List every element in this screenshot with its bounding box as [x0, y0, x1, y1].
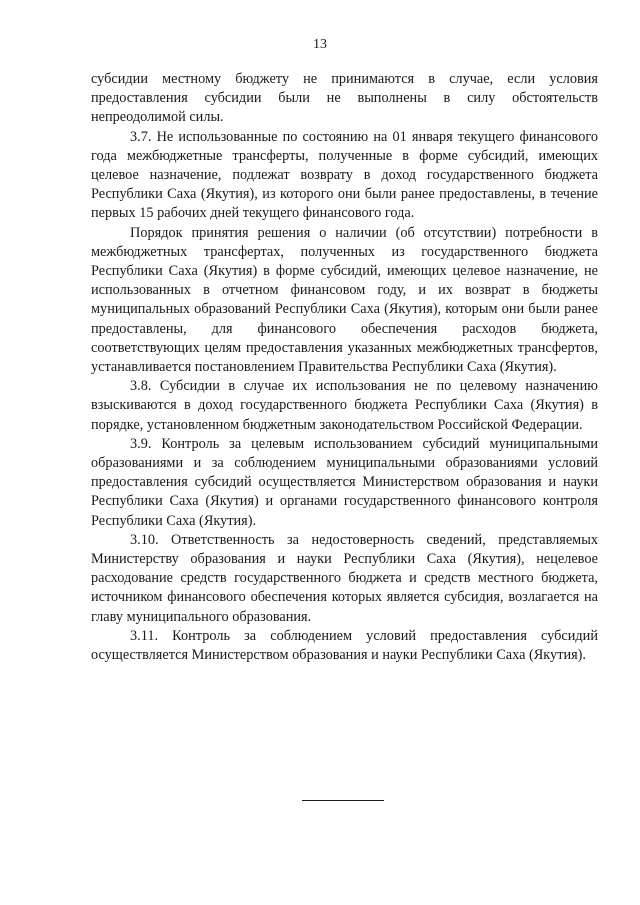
page-number: 13	[313, 37, 327, 52]
paragraph-3-8: 3.8. Субсидии в случае их использования не по целевому назначению взыскиваются в доход государственного бюджета Республики Саха (Якутия) в порядке, установленном бюджетным законодательством Российской Федерации.	[91, 378, 598, 433]
paragraph-3-10: 3.10. Ответственность за недостоверность сведений, представляемых Министерству образования и науки Республики Саха (Якутия), нецелевое расходование средств государственного бюджета и средств местного бюджета, источником финансового обеспечения которых является субсидия, возлагается на главу муниципального образования.	[91, 531, 598, 625]
paragraph-continued: субсидии местному бюджету не принимаются в случае, если условия предоставления субсидии были не выполнены в силу обстоятельств непреодолимой силы.	[91, 71, 598, 126]
paragraph-3-11: 3.11. Контроль за соблюдением условий предоставления субсидий осуществляется Министерством образования и науки Республики Саха (Якутия).	[91, 627, 598, 664]
paragraph-3-9: 3.9. Контроль за целевым использованием субсидий муниципальными образованиями и за соблюдением муниципальными образованиями условий предоставления субсидий осуществляется Министерством образования и науки Республики Саха (Якутия) и органами государственного финансового контроля Республики Саха (Якутия).	[91, 435, 598, 529]
document-body	[91, 70, 598, 665]
paragraph-3-7: 3.7. Не использованные по состоянию на 01 января текущего финансового года межбюджетные трансферты, полученные в форме субсидий, имеющих целевое назначение, подлежат возврату в доход государственного бюджета Республики Саха (Якутия), из которого они были ранее предоставлены, в течение первых 15 рабочих дней текущего финансового года.	[91, 128, 598, 222]
paragraph-return-procedure: Порядок принятия решения о наличии (об отсутствии) потребности в межбюджетных трансфертах, полученных из государственного бюджета Республики Саха (Якутия) в форме субсидий, имеющих целевое назначение, не использованных в отчетном финансовом году, и их возврат в бюджеты муниципальных образований Республики Саха (Якутия), которым они были ранее предоставлены, для финансового обеспечения расходов бюджета, соответствующих целям предоставления указанных межбюджетных трансфертов, устанавливается постановлением Правительства Республики Саха (Якутия).	[91, 224, 598, 376]
closing-divider-line	[302, 800, 384, 801]
